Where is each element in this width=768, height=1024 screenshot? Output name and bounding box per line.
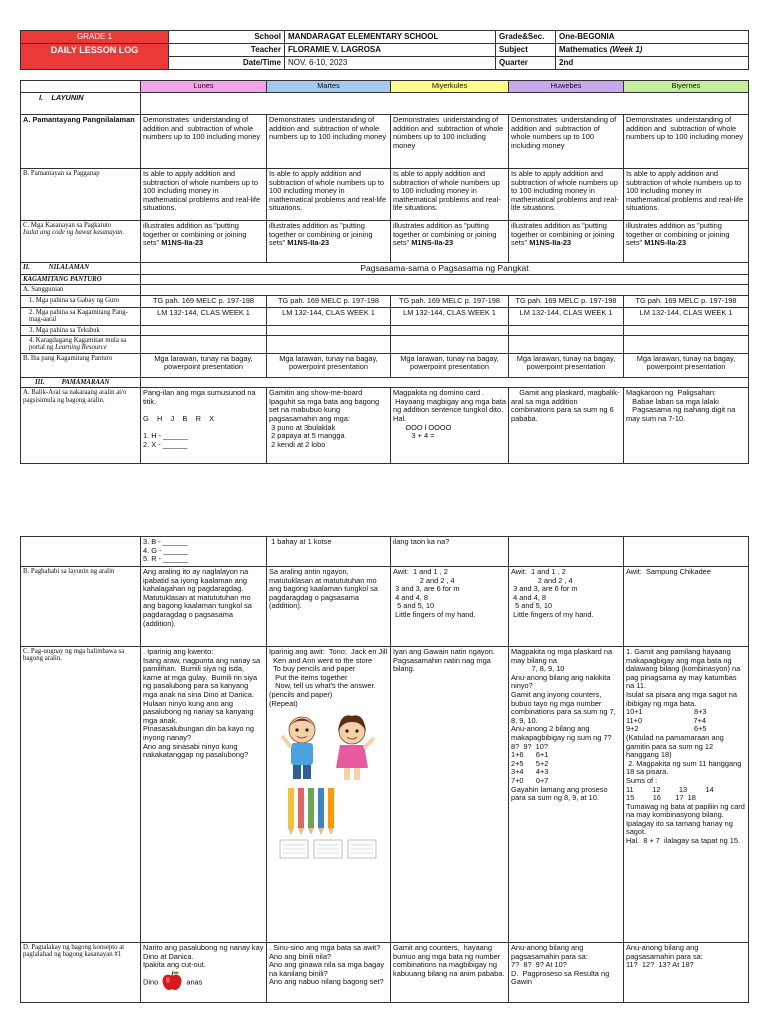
danica-text: anas — [186, 977, 203, 987]
pamamaraan-label: III. PAMAMARAAN — [21, 377, 141, 387]
teksbuk-martes — [267, 325, 391, 335]
kasanayan-label — [21, 221, 141, 263]
portal-label-text: 4. Karagdagang Kagamitan mula sa portal ng — [29, 337, 127, 352]
gradesec-value: One-BEGONIA — [556, 31, 749, 44]
pagganap-label: B. Pamantayan sa Pagganap — [21, 169, 141, 221]
pamantayang-miyerkules: Demonstrates understanding of addition and subtraction of whole numbers up to 100 including money — [391, 115, 509, 169]
kasanayan-text: illustrates addition as "putting together or combining or joining sets" — [626, 221, 730, 248]
iba-pang-label: B. Iba pang Kagamitang Panturo — [21, 353, 141, 377]
paghahabi-huwebes: Awit: 1 and 1 , 2 2 and 2 , 4 3 and 3, are 6 for m 4 and 4, 8 5 and 5, 10 Little fingers of my hand. — [509, 567, 624, 647]
kasanayan-code: M1NS-IIa-23 — [287, 238, 330, 248]
song-text: Iparinig ang awit: Tono; Jack en Jill Ken and Ann went to the store To buy pencils and paper Put the items together Now, tell us what's the answer. (pencils and paper) (Repeat) — [269, 647, 388, 708]
kasanayan-biyernes — [624, 221, 749, 263]
subject-text: Mathematics — [559, 45, 608, 54]
day-header-biyernes: Biyernes — [624, 81, 749, 93]
layunin-empty — [141, 93, 749, 115]
portal-martes — [267, 336, 391, 354]
pamantayang-biyernes: Demonstrates understanding of addition and subtraction of whole numbers up to 100 including money — [624, 115, 749, 169]
kasanayan-title: C. Mga Kasanayan sa Pagkatuto — [23, 222, 112, 229]
pag-uugnay-lunes: . Iparinig ang kwento: Isang araw, nagpunta ang nanay sa pamilihan. Bumili siya ng isda, karne at mga gulay. Bumili rin siya ng pasalubong para sa kanyang mga anak na sina Dino at Danica. Hulaan ninyo kung ano ang pasalubong ng nanay sa kanyang mga anak. Pinasasalubungan din ba kayo ng inyong nanay? Ano ang sinasabi ninyo kung nakakatanggap ng pasalubong? — [141, 647, 267, 943]
apple-icon — [160, 970, 184, 995]
kids-pencils-illustration — [274, 712, 384, 862]
gradesec-label: Grade&Sec. — [496, 31, 556, 44]
grade-label: GRADE 1 — [21, 31, 169, 44]
datetime-label: Date/Time — [169, 57, 285, 70]
subject-week: (Week 1) — [609, 45, 643, 54]
pagtalakay-lunes — [141, 943, 267, 1003]
portal-lunes — [141, 336, 267, 354]
balik-aral-cont-lunes: 3. B - ______ 4. G - ______ 5. R - ______ — [141, 537, 267, 567]
teksbuk-biyernes — [624, 325, 749, 335]
pamantayang-lunes: Demonstrates understanding of addition and subtraction of whole numbers up to 100 including money — [141, 115, 267, 169]
balik-aral-cont-label — [21, 537, 141, 567]
pamantayang-huwebes: Demonstrates understanding of addition and subtraction of whole numbers up to 100 including money — [509, 115, 624, 169]
pag-uugnay-biyernes: 1. Gamit ang pamilang hayaang makapagbigay ang mga bata ng dalawang bilang (kombinasyon) na pag pinagsama ay may katumbas na 11. Isulat sa pisara ang mga sagot na ibibigay ng mga bata. 10+1 8+3 11+0 7+4 9+2 6+5 (Katulad na pamamaraan ang gamitin para sa sum ng 12 hanggang 18) 2. Magpakita ng sum 11 hanggang 18 sa pisara. Sums of : 11 12 13 14 15 16 17 18 Tumawag ng bata at papiliin ng card na may kombinasyong bilang. Ipalagay ito sa tamang hanay ng sagot. Hal. 8 + 7 ilalagay sa tapat ng 15. — [624, 647, 749, 943]
iba-pang-martes: Mga larawan, tunay na bagay, powerpoint presentation — [267, 353, 391, 377]
kasanayan-miyerkules — [391, 221, 509, 263]
pag-uugnay-miyerkules: Iyan ang Gawain natin ngayon. Pagsasamahin natin nag mga bilang. — [391, 647, 509, 943]
day-header-martes: Martes — [267, 81, 391, 93]
iba-pang-miyerkules: Mga larawan, tunay na bagay, powerpoint presentation — [391, 353, 509, 377]
layunin-label: I. LAYUNIN — [21, 93, 141, 115]
subject-label: Subject — [496, 44, 556, 57]
pangmagaaral-lunes: LM 132-144, CLAS WEEK 1 — [141, 307, 267, 325]
portal-miyerkules — [391, 336, 509, 354]
balik-aral-lunes: Pang-ilan ang mga sumusunod na titik. G H J B R X 1. H - ______ 2. X - ______ — [141, 388, 267, 464]
pagganap-martes: Is able to apply addition and subtraction of whole numbers up to 100 including money in mathematical problems and real-life situations. — [267, 169, 391, 221]
kasanayan-code: M1NS-IIa-23 — [161, 238, 204, 248]
paghahabi-biyernes: Awit: Sampung Chikadee — [624, 567, 749, 647]
balik-aral-cont-martes: 1 bahay at 1 kotse — [267, 537, 391, 567]
kasanayan-lunes — [141, 221, 267, 263]
pamamaraan-empty — [141, 377, 749, 387]
balik-aral-cont-miyerkules: ilang taon ka na? — [391, 537, 509, 567]
lesson-table-page-1 — [20, 80, 749, 464]
pagtalakay-huwebes: Anu-anong bilang ang pagsasamahin para sa: 7? 8? 9? At 10? D. Pagproseso sa Resulta ng Gawin — [509, 943, 624, 1003]
gabay-martes: TG pah. 169 MELC p. 197-198 — [267, 295, 391, 307]
balik-aral-label: A. Balik-Aral sa nakaraang aralin at/o pagsisimula ng bagong aralin. — [21, 388, 141, 464]
paghahabi-label: B. Paghahabi sa layunin ng aralin — [21, 567, 141, 647]
kasanayan-text: illustrates addition as "putting together or combining or joining sets" — [143, 221, 247, 248]
sanggunian-label: A. Sanggunian — [21, 285, 141, 295]
gabay-label: 1. Mga pahina sa Gabay ng Guro — [21, 295, 141, 307]
datetime-value: NOV. 6-10, 2023 — [285, 57, 496, 70]
iba-pang-lunes: Mga larawan, tunay na bagay, powerpoint presentation — [141, 353, 267, 377]
kagamitan-empty — [141, 275, 749, 285]
balik-aral-biyernes: Magkaroon ng Paligsahan: Babae laban sa mga lalaki Pagsasama ng isahang digit na may sum na 7-10. — [624, 388, 749, 464]
lesson-table-page-2 — [20, 536, 749, 1003]
pamantayang-martes: Demonstrates understanding of addition and subtraction of whole numbers up to 100 including money — [267, 115, 391, 169]
portal-biyernes — [624, 336, 749, 354]
balik-aral-miyerkules: Magpakita ng domino card . Hayaang magbigay ang mga bata ng addition sentence tungkol dito. Hal. OOO l OOOO 3 + 4 = — [391, 388, 509, 464]
pangmagaaral-huwebes: LM 132-144, CLAS WEEK 1 — [509, 307, 624, 325]
corner-cell — [21, 81, 141, 93]
teksbuk-miyerkules — [391, 325, 509, 335]
teacher-value: FLORAMIE V. LAGROSA — [285, 44, 496, 57]
gabay-miyerkules: TG pah. 169 MELC p. 197-198 — [391, 295, 509, 307]
paghahabi-martes: Sa araling antin ngayon, matutuklasan at matututuhan mo ang bagong kaalaman tungkol sa pagdaragdag o pagsasama (addition). — [267, 567, 391, 647]
pangmagaaral-biyernes: LM 132-144, CLAS WEEK 1 — [624, 307, 749, 325]
dino-text: Dino — [143, 977, 159, 987]
kagamitan-label: KAGAMITANG PANTURO — [21, 275, 141, 285]
pag-uugnay-huwebes: Magpakita ng mga plaskard na may bilang na 7, 8, 9, 10 Anu-anong bilang ang nakikita ninyo? Gamit ang inyong counters, bubuo tayo ng mga number combinations para sa sum ng 7, 8, 9, 10. Anu-anong 2 bilang ang makapagbibigay ng sum ng 7? 8? 9? 10? 1+6 6+1 2+5 5+2 3+4 4+3 7+0 0+7 Gayahin lamang ang proseso para sa sum ng 8, 9, at 10. — [509, 647, 624, 943]
paghahabi-lunes: Ang araling ito ay naglalayon na ipabatid sa iyong kaalaman ang kahalagahan ng pagdaragdag. Matutuklasan at matututuhan mo ang bagong kaalaman tungkol sa pagdaragdag o pagsasama (addition). — [141, 567, 267, 647]
pagganap-lunes: Is able to apply addition and subtraction of whole numbers up to 100 including money in mathematical problems and real-life situations. — [141, 169, 267, 221]
kasanayan-text: illustrates addition as "putting together or combining or joining sets" — [393, 221, 497, 248]
subject-value — [556, 44, 749, 57]
pamantayang-label: A. Pamantayang Pangnilalaman — [21, 115, 141, 169]
kasanayan-code: M1NS-IIa-23 — [529, 238, 572, 248]
teksbuk-huwebes — [509, 325, 624, 335]
school-label: School — [169, 31, 285, 44]
header-table — [20, 30, 749, 70]
teacher-label: Teacher — [169, 44, 285, 57]
day-header-lunes: Lunes — [141, 81, 267, 93]
portal-label-italic: Learning Resource — [55, 344, 107, 352]
pagganap-biyernes: Is able to apply addition and subtraction of whole numbers up to 100 including money in mathematical problems and real-life situations. — [624, 169, 749, 221]
gabay-biyernes: TG pah. 169 MELC p. 197-198 — [624, 295, 749, 307]
iba-pang-huwebes: Mga larawan, tunay na bagay, powerpoint presentation — [509, 353, 624, 377]
day-header-huwebes: Huwebes — [509, 81, 624, 93]
day-header-miyerkules: Miyerkules — [391, 81, 509, 93]
kasanayan-code: M1NS-IIa-23 — [644, 238, 687, 248]
pangmagaaral-martes: LM 132-144, CLAS WEEK 1 — [267, 307, 391, 325]
pagtalakay-label: D. Pagtalakay ng bagong konsepto at paglalahad ng bagong kasanayan #1 — [21, 943, 141, 1003]
sanggunian-empty — [141, 285, 749, 295]
pagtalakay-lunes-text: Narito ang pasalubong ng nanay kay Dino at Danica. Ipakita ang cut-out. — [143, 943, 264, 970]
kasanayan-code: M1NS-IIa-23 — [411, 238, 454, 248]
portal-label — [21, 336, 141, 354]
paghahabi-miyerkules: Awit: 1 and 1 , 2 2 and 2 , 4 3 and 3, are 6 for m 4 and 4, 8 5 and 5, 10 Little fingers of my hand. — [391, 567, 509, 647]
pagtalakay-miyerkules: Gamit ang counters, hayaang bumuo ang mga bata ng number combinations na magbibigay ng kabuuang bilang na anim pababa. — [391, 943, 509, 1003]
pagganap-huwebes: Is able to apply addition and subtraction of whole numbers up to 100 including money in mathematical problems and real-life situations. — [509, 169, 624, 221]
gabay-lunes: TG pah. 169 MELC p. 197-198 — [141, 295, 267, 307]
kasanayan-sub: Isulat ang code ng bawat kasanayan. — [23, 229, 125, 237]
balik-aral-martes: Gamitin ang show-me-board Ipaguhit sa mga bata ang bagong set na mabubuo kung pagsasamahin ang mga: 3 puno at 3bulaklak 2 papaya at 5 mangga 2 kendi at 2 lobo — [267, 388, 391, 464]
pagtalakay-biyernes: Anu-anong bilang ang pagsasamahin para sa: 11? 12? 13? At 18? — [624, 943, 749, 1003]
kasanayan-martes — [267, 221, 391, 263]
quarter-value: 2nd — [556, 57, 749, 70]
pagganap-miyerkules: Is able to apply addition and subtraction of whole numbers up to 100 including money in mathematical problems and real-life situations. — [391, 169, 509, 221]
pag-uugnay-label: C. Pag-uugnay ng mga halimbawa sa bagong aralin. — [21, 647, 141, 943]
kasanayan-huwebes — [509, 221, 624, 263]
pagtalakay-martes: . Sinu-sino ang mga bata sa awit? Ano ang binili nila? Ano ang ginawa nila sa mga bagay na kanilang binili? Ano ang nabuo nilang bagong set? — [267, 943, 391, 1003]
kasanayan-text: illustrates addition as "putting together or combining or joining sets" — [511, 221, 615, 248]
iba-pang-biyernes: Mga larawan, tunay na bagay, powerpoint presentation — [624, 353, 749, 377]
pagtalakay-lunes-line2 — [143, 970, 264, 995]
portal-huwebes — [509, 336, 624, 354]
teksbuk-label: 3. Mga pahina sa Teksbuk — [21, 325, 141, 335]
gabay-huwebes: TG pah. 169 MELC p. 197-198 — [509, 295, 624, 307]
log-title: DAILY LESSON LOG — [21, 44, 169, 70]
balik-aral-huwebes: Gamit ang plaskard, magbalik-aral sa mga addition combinations para sa sum ng 6 pababa. — [509, 388, 624, 464]
school-value: MANDARAGAT ELEMENTARY SCHOOL — [285, 31, 496, 44]
pangmagaaral-label: 2. Mga pahina sa Kagamitang Pang-mag-aaral — [21, 307, 141, 325]
balik-aral-cont-huwebes — [509, 537, 624, 567]
kasanayan-text: illustrates addition as "putting together or combining or joining sets" — [269, 221, 373, 248]
nilalaman-value: Pagsasama-sama o Pagsasama ng Pangkat — [141, 263, 749, 275]
pag-uugnay-martes — [267, 647, 391, 943]
quarter-label: Quarter — [496, 57, 556, 70]
nilalaman-label: II. NILALAMAN — [21, 263, 141, 275]
pangmagaaral-miyerkules: LM 132-144, CLAS WEEK 1 — [391, 307, 509, 325]
balik-aral-cont-biyernes — [624, 537, 749, 567]
teksbuk-lunes — [141, 325, 267, 335]
